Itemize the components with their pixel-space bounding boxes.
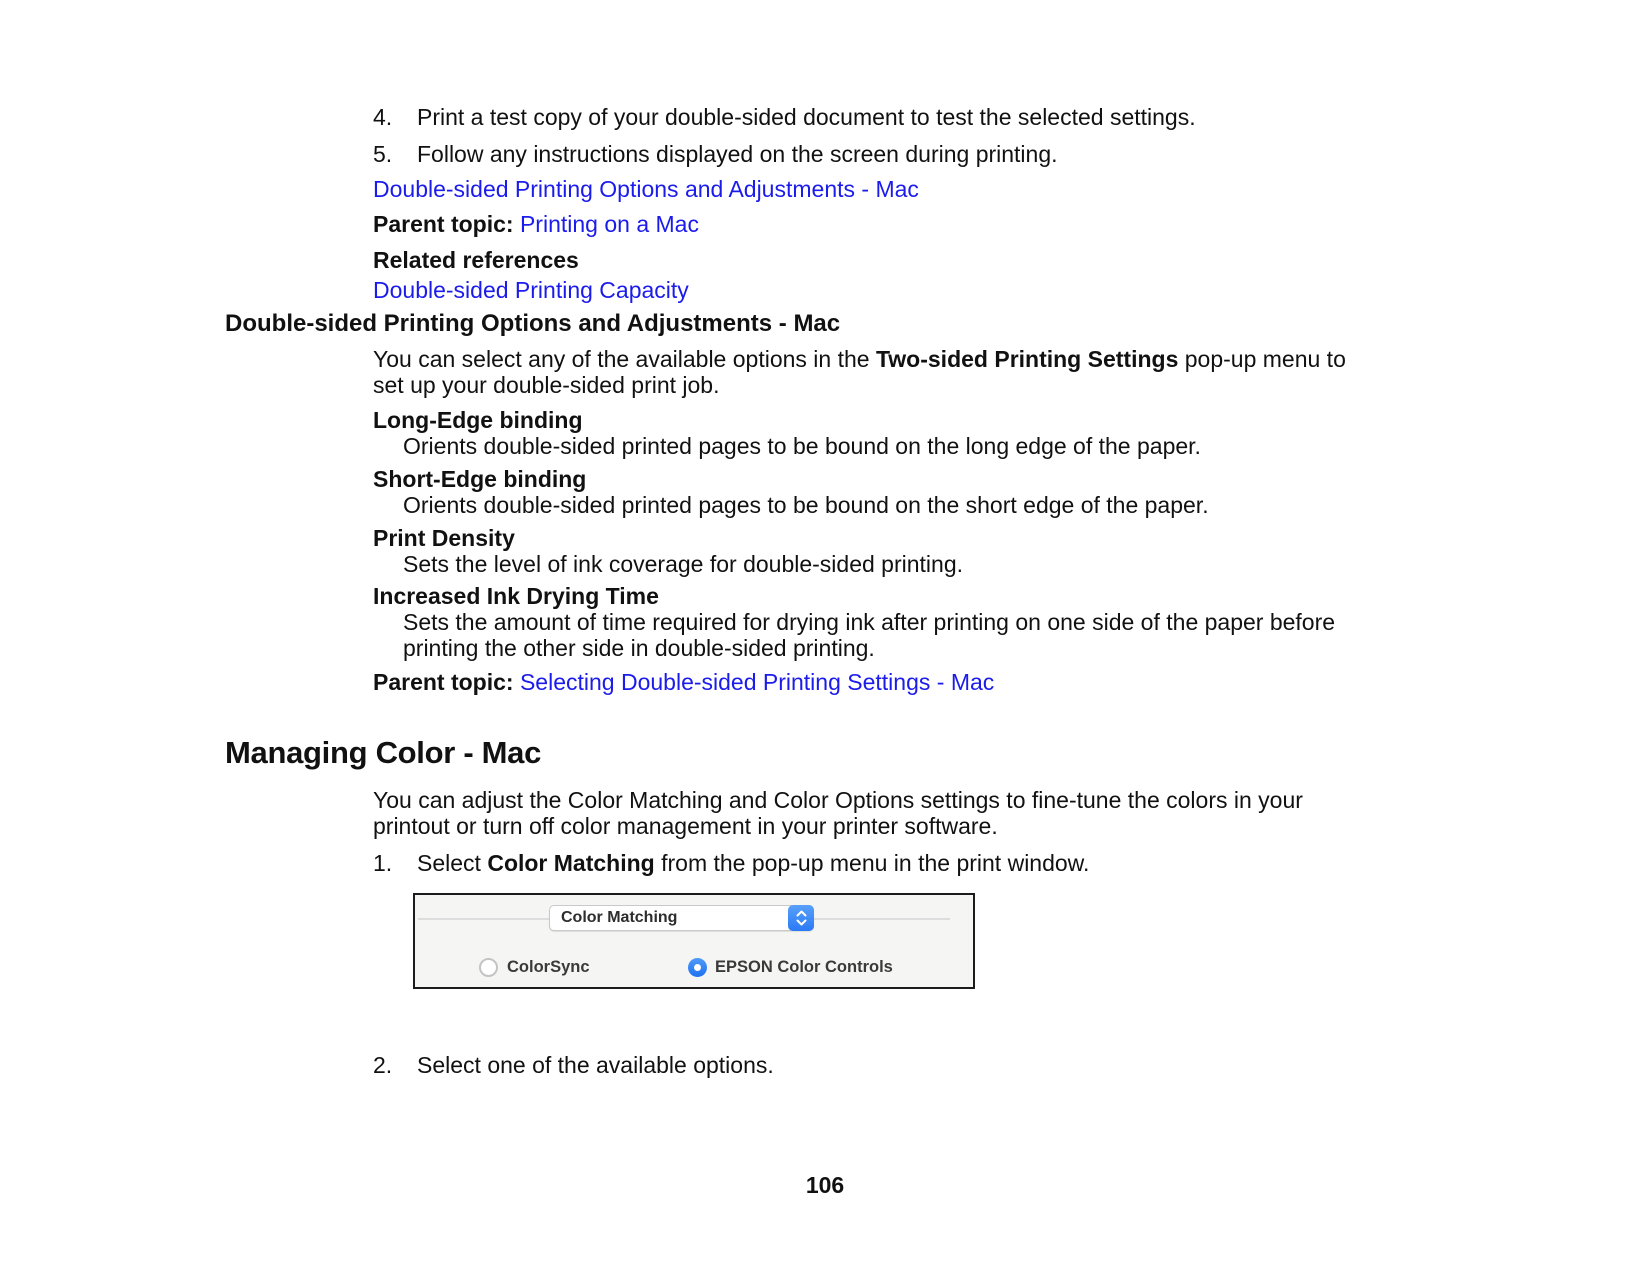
parent-topic-label: Parent topic: <box>373 669 514 695</box>
list-text: Select Color Matching from the pop-up menu in the print window. <box>417 850 1090 876</box>
document-content <box>225 104 1430 1078</box>
intro-text: You can select any of the available options in the <box>373 346 876 372</box>
term-short-edge-binding: Short-Edge binding <box>373 466 587 492</box>
list-number: 2. <box>373 1052 393 1078</box>
selecting-double-sided-settings-link[interactable]: Selecting Double-sided Printing Settings - Mac <box>519 669 995 695</box>
dropdown-stepper-icon <box>788 905 814 931</box>
up-down-chevrons-icon <box>796 909 807 927</box>
radio-selected-dot <box>694 964 701 971</box>
dropdown-selected-value: Color Matching <box>561 909 678 926</box>
term-increased-ink-drying-time: Increased Ink Drying Time <box>373 583 659 609</box>
color-matching-dropdown <box>549 905 814 931</box>
double-sided-capacity-link[interactable]: Double-sided Printing Capacity <box>373 277 689 303</box>
list-number: 4. <box>373 104 393 130</box>
intro-text: pop-up menu to set up your double-sided print job. <box>373 346 1346 398</box>
term-long-edge-binding: Long-Edge binding <box>373 407 583 433</box>
list-item-step-1 <box>373 850 1430 876</box>
list-item-step-2 <box>373 1052 1430 1078</box>
parent-topic-label: Parent topic: <box>373 211 514 237</box>
section3-intro-paragraph: You can adjust the Color Matching and Color Options settings to fine-tune the colors in your printout or turn off color management in your printer software. <box>373 787 1303 839</box>
list-text: Print a test copy of your double-sided document to test the selected settings. <box>417 104 1196 130</box>
double-sided-options-link[interactable]: Double-sided Printing Options and Adjustments - Mac <box>373 176 919 202</box>
term-description: Sets the level of ink coverage for double-sided printing. <box>403 551 963 577</box>
related-reference-row <box>373 277 1430 303</box>
list-number: 1. <box>373 850 393 876</box>
epson-color-controls-radio-button <box>688 958 707 977</box>
page-number: 106 <box>805 1172 845 1198</box>
section2-intro-paragraph <box>373 346 1368 398</box>
colorsync-radio-button <box>479 958 498 977</box>
color-matching-bold: Color Matching <box>487 850 655 876</box>
list-item-step-4 <box>373 104 1430 130</box>
list-number: 5. <box>373 141 393 167</box>
list-item-step-5 <box>373 141 1430 167</box>
term-description: Orients double-sided printed pages to be bound on the short edge of the paper. <box>403 492 1209 518</box>
epson-color-controls-radio-label: EPSON Color Controls <box>715 958 893 976</box>
term-description: Orients double-sided printed pages to be bound on the long edge of the paper. <box>403 433 1201 459</box>
printing-on-a-mac-link[interactable]: Printing on a Mac <box>519 211 699 237</box>
parent-topic-row <box>373 211 1430 237</box>
list-text: Select one of the available options. <box>417 1052 774 1078</box>
color-matching-dialog-screenshot <box>413 893 975 989</box>
cross-reference-link-row <box>373 176 1430 202</box>
related-references-heading: Related references <box>373 247 579 273</box>
term-description: Sets the amount of time required for drying ink after printing on one side of the paper before printing the other side in double-sided printing. <box>403 609 1336 661</box>
list-text: Follow any instructions displayed on the screen during printing. <box>417 141 1058 167</box>
section-heading-double-sided-options: Double-sided Printing Options and Adjustments - Mac <box>225 310 841 337</box>
colorsync-radio-label: ColorSync <box>507 958 590 976</box>
two-sided-printing-settings-bold: Two-sided Printing Settings <box>875 346 1179 372</box>
term-print-density: Print Density <box>373 525 515 551</box>
section-heading-managing-color: Managing Color - Mac <box>225 735 542 770</box>
parent-topic-row-2 <box>373 669 1430 695</box>
